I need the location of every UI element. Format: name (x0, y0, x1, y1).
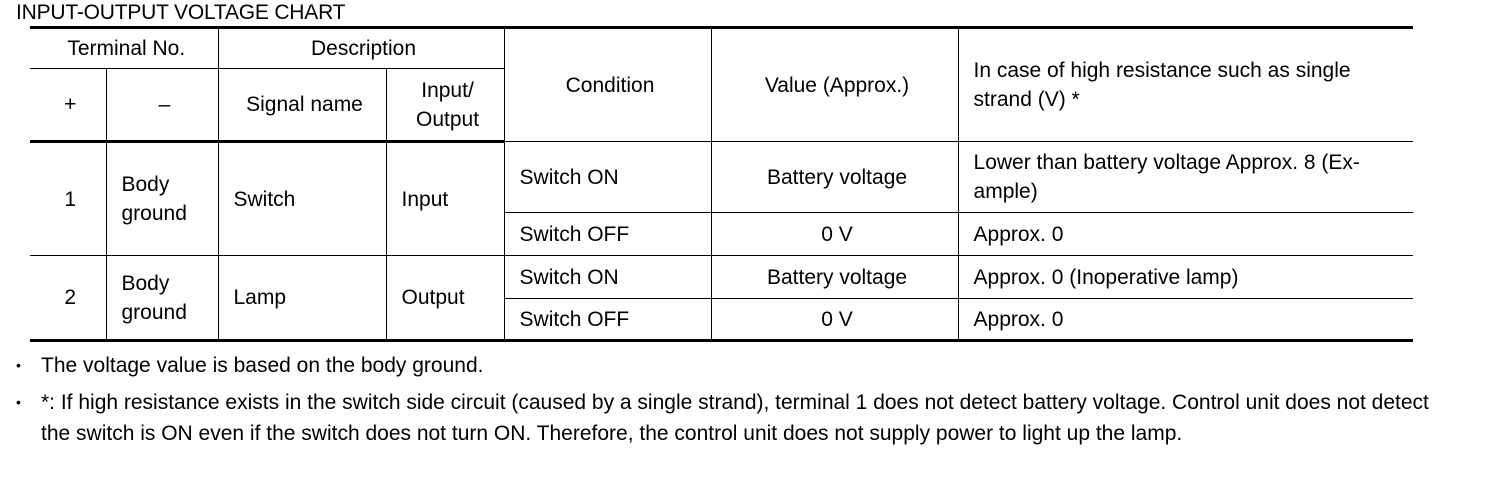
list-item (16, 387, 1436, 449)
signal-name-cell: Switch (218, 142, 386, 256)
terminal-plus-cell: 2 (30, 256, 106, 341)
header-input-output: Input/ Output (386, 69, 504, 142)
high-resistance-cell: Approx. 0 (958, 299, 1413, 341)
page-title: INPUT-OUTPUT VOLTAGE CHART (16, 1, 346, 24)
header-row-1 (30, 28, 1413, 69)
header-high-resistance: In case of high resistance such as single strand (V) * (958, 28, 1413, 142)
terminal-plus-cell: 1 (30, 142, 106, 256)
bullet-icon: • (16, 394, 21, 410)
condition-cell: Switch OFF (504, 213, 711, 256)
value-cell: Battery voltage (711, 142, 958, 213)
value-cell: Battery voltage (711, 256, 958, 299)
notes-list (16, 350, 1436, 455)
value-cell: 0 V (711, 213, 958, 256)
high-resistance-cell: Lower than battery voltage Approx. 8 (Ex-ample) (958, 142, 1413, 213)
input-output-cell: Input (386, 142, 504, 256)
header-condition: Condition (504, 28, 711, 142)
bullet-icon: • (16, 357, 21, 373)
list-item (16, 350, 1436, 381)
terminal-minus-cell: Body ground (106, 142, 218, 256)
condition-cell: Switch ON (504, 256, 711, 299)
note-text: *: If high resistance exists in the switch side circuit (caused by a single strand), terminal 1 does not detect battery voltage. Control unit does not detect the switch is ON even if the switch does not turn ON. Therefore, the control unit does not supply power to light up the lamp. (41, 391, 1429, 445)
header-terminal-no: Terminal No. (30, 28, 218, 69)
header-description: Description (218, 28, 504, 69)
header-value: Value (Approx.) (711, 28, 958, 142)
io-voltage-table (30, 26, 1413, 342)
table-row (30, 142, 1413, 213)
value-cell: 0 V (711, 299, 958, 341)
terminal-minus-cell: Body ground (106, 256, 218, 341)
condition-cell: Switch OFF (504, 299, 711, 341)
signal-name-cell: Lamp (218, 256, 386, 341)
header-plus: + (30, 69, 106, 142)
note-text: The voltage value is based on the body ground. (41, 354, 484, 377)
high-resistance-cell: Approx. 0 (Inoperative lamp) (958, 256, 1413, 299)
high-resistance-cell: Approx. 0 (958, 213, 1413, 256)
condition-cell: Switch ON (504, 142, 711, 213)
header-signal-name: Signal name (218, 69, 386, 142)
table-row (30, 256, 1413, 299)
header-minus: – (106, 69, 218, 142)
input-output-cell: Output (386, 256, 504, 341)
